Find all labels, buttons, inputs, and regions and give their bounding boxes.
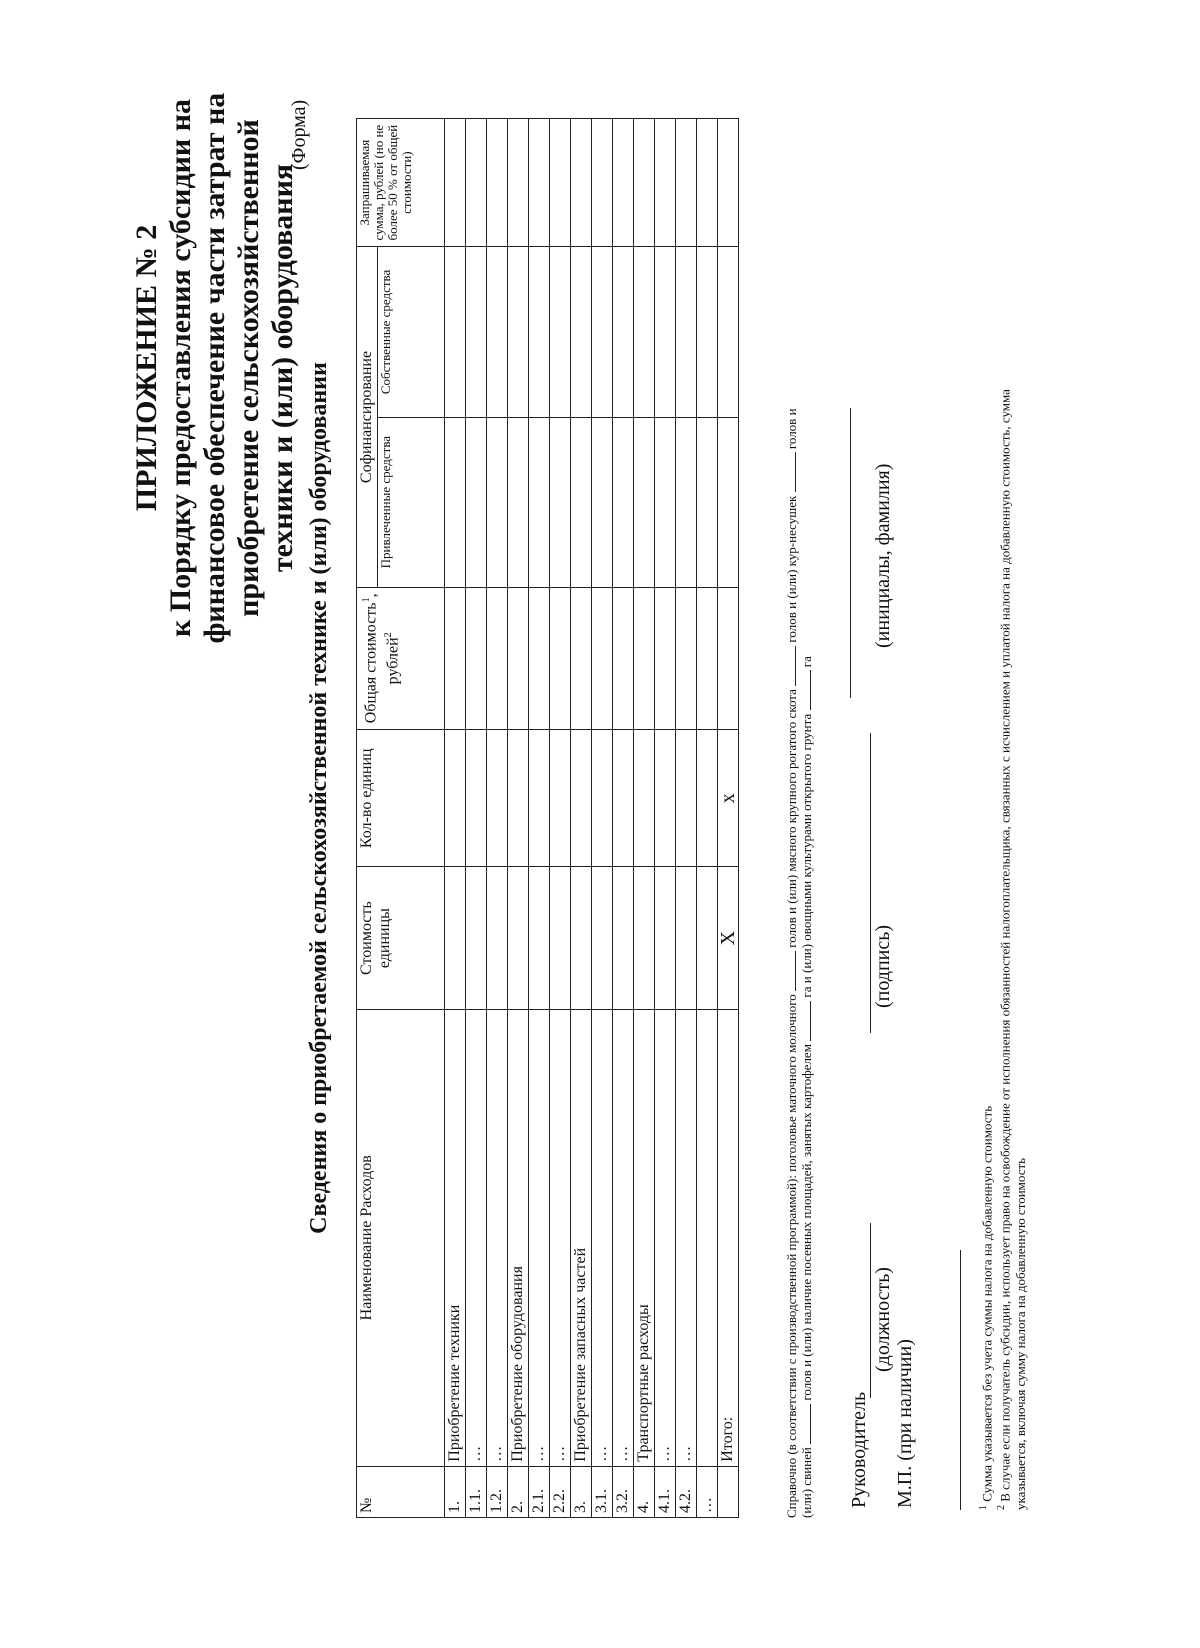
cell-attracted[interactable]	[529, 417, 550, 587]
col-total-tail: , рублей	[362, 593, 402, 685]
row-number: 3.	[571, 1466, 592, 1517]
row-number: …	[697, 1466, 718, 1517]
document-title: Сведения о приобретаемой сельскохозяйственной технике и (или) оборудовании	[306, 362, 332, 1234]
appendix-line-2: финансовое обеспечение части затрат на	[198, 92, 231, 644]
footnote-2-text-1: В случае если получатель субсидии, использует право на освобождение от исполнения обязанностей налогоплательщика, связанных с исчислением и уплатой налога на добавленную стоимость, сумма	[997, 389, 1013, 1502]
cell-own[interactable]	[508, 247, 529, 417]
row-name[interactable]: …	[466, 1009, 487, 1466]
position-line[interactable]	[870, 1223, 871, 1398]
cell-total[interactable]	[466, 587, 487, 729]
footnote-2-continuation: указывается, включая сумму налога на добавленную стоимость	[1012, 1157, 1028, 1510]
cell-attracted[interactable]	[466, 417, 487, 587]
row-name[interactable]: …	[529, 1009, 550, 1466]
footnote-ref-2: 2	[383, 632, 395, 638]
row-name[interactable]: Приобретение запасных частей	[571, 1009, 592, 1466]
total-row-number	[718, 1466, 739, 1517]
cell-requested[interactable]	[613, 119, 634, 247]
row-name[interactable]: Транспортные расходы	[634, 1009, 655, 1466]
cell-attracted[interactable]	[571, 417, 592, 587]
col-attracted-funds-header: Привлеченные средства	[378, 417, 445, 587]
name-line[interactable]	[850, 408, 851, 698]
cell-total[interactable]	[592, 587, 613, 729]
cell-own[interactable]	[592, 247, 613, 417]
reference-note-text-2a: (или) свиней	[799, 1447, 814, 1518]
cell-unit-cost[interactable]	[676, 867, 697, 1009]
blank-field-dairy[interactable]	[795, 951, 796, 991]
head-label: Руководитель	[848, 1391, 870, 1508]
blank-field-pigs[interactable]	[810, 1404, 811, 1444]
total-qty-x: x	[718, 729, 739, 867]
appendix-line-4: техники и (или) оборудования	[266, 163, 299, 573]
signature-caption: (подпись)	[872, 924, 894, 1008]
cell-qty[interactable]	[592, 729, 613, 867]
footnote-1	[976, 80, 994, 1510]
cell-own[interactable]	[571, 247, 592, 417]
cell-total[interactable]	[508, 587, 529, 729]
cell-unit-cost[interactable]	[529, 867, 550, 1009]
appendix-number: ПРИЛОЖЕНИЕ № 2	[130, 224, 163, 512]
cell-unit-cost[interactable]	[466, 867, 487, 1009]
total-unit-cost-x: X	[718, 867, 739, 1009]
table-row	[613, 119, 634, 1518]
cell-own[interactable]	[466, 247, 487, 417]
cell-unit-cost[interactable]	[571, 867, 592, 1009]
cell-total[interactable]	[697, 587, 718, 729]
footnote-1-mark: 1	[978, 1505, 989, 1510]
table-row	[676, 119, 697, 1518]
total-cell-requested[interactable]	[718, 119, 739, 247]
table-row	[697, 119, 718, 1518]
reference-note-line-2	[799, 88, 814, 1518]
cell-qty[interactable]	[676, 729, 697, 867]
col-num-header: №	[357, 1466, 445, 1517]
cell-qty[interactable]	[445, 729, 466, 867]
cell-requested[interactable]	[508, 119, 529, 247]
cell-attracted[interactable]	[508, 417, 529, 587]
cell-unit-cost[interactable]	[613, 867, 634, 1009]
cell-requested[interactable]	[445, 119, 466, 247]
table-row	[445, 119, 466, 1518]
cell-own[interactable]	[676, 247, 697, 417]
row-number: 4.2.	[676, 1466, 697, 1517]
cell-attracted[interactable]	[634, 417, 655, 587]
cell-requested[interactable]	[529, 119, 550, 247]
cell-requested[interactable]	[697, 119, 718, 247]
reference-note-text-1a: Справочно (в соответствии с производственной программой): поголовье маточного молочного	[784, 994, 799, 1518]
cell-qty[interactable]	[613, 729, 634, 867]
footnote-1-text: Сумма указывается без учета суммы налога на добавленную стоимость	[979, 1105, 995, 1502]
row-number: 2.1.	[529, 1466, 550, 1517]
cell-attracted[interactable]	[676, 417, 697, 587]
cell-unit-cost[interactable]	[655, 867, 676, 1009]
cell-attracted[interactable]	[445, 417, 466, 587]
row-number: 2.	[508, 1466, 529, 1517]
row-name[interactable]: Приобретение оборудования	[508, 1009, 529, 1466]
table-row	[655, 119, 676, 1518]
cell-total[interactable]	[445, 587, 466, 729]
table-row	[634, 119, 655, 1518]
cell-own[interactable]	[445, 247, 466, 417]
cell-qty[interactable]	[697, 729, 718, 867]
expenses-table-body	[445, 119, 739, 1518]
cell-total[interactable]	[571, 587, 592, 729]
cell-requested[interactable]	[676, 119, 697, 247]
cell-requested[interactable]	[634, 119, 655, 247]
cell-unit-cost[interactable]	[487, 867, 508, 1009]
reference-note-line-1	[784, 88, 799, 1518]
position-caption: (должность)	[872, 1267, 894, 1372]
cell-attracted[interactable]	[697, 417, 718, 587]
cell-unit-cost[interactable]	[634, 867, 655, 1009]
cell-attracted[interactable]	[592, 417, 613, 587]
reference-note-text-2b: голов и (или) наличие посевных площадей, занятых картофелем	[799, 1044, 814, 1401]
row-number: 1.1.	[466, 1466, 487, 1517]
cell-own[interactable]	[634, 247, 655, 417]
cell-attracted[interactable]	[613, 417, 634, 587]
appendix-line-3: приобретение сельскохозяйственной	[232, 119, 265, 617]
footnote-2	[994, 80, 1012, 1510]
col-requested-header: Запрашиваемая сумма, рублей (но не более 50 % от общей стоимости)	[357, 119, 445, 247]
cell-own[interactable]	[550, 247, 571, 417]
blank-field-hens[interactable]	[795, 452, 796, 492]
footnotes	[976, 80, 1028, 1510]
cell-total[interactable]	[487, 587, 508, 729]
row-number: 2.2.	[550, 1466, 571, 1517]
row-number: 1.2.	[487, 1466, 508, 1517]
cell-own[interactable]	[613, 247, 634, 417]
name-caption: (инициалы, фамилия)	[872, 463, 894, 648]
row-name[interactable]	[697, 1009, 718, 1466]
cell-requested[interactable]	[571, 119, 592, 247]
row-name[interactable]: …	[655, 1009, 676, 1466]
col-qty-header: Кол-во единиц	[357, 729, 445, 867]
reference-note-text-1c: голов и (или) кур-несушек	[784, 495, 799, 643]
col-total-text: Общая стоимость	[362, 602, 380, 724]
row-name[interactable]: Приобретение техники	[445, 1009, 466, 1466]
reference-note-text-2d: га	[799, 656, 814, 668]
total-cell-attracted[interactable]	[718, 417, 739, 587]
row-name[interactable]: …	[550, 1009, 571, 1466]
cell-own[interactable]	[529, 247, 550, 417]
table-row	[529, 119, 550, 1518]
cell-attracted[interactable]	[487, 417, 508, 587]
row-number: 1.	[445, 1466, 466, 1517]
col-unit-cost-header: Стоимость единицы	[357, 867, 445, 1009]
cell-total[interactable]	[613, 587, 634, 729]
row-name[interactable]: …	[676, 1009, 697, 1466]
cell-requested[interactable]	[487, 119, 508, 247]
col-total-header	[357, 587, 445, 729]
cell-qty[interactable]	[571, 729, 592, 867]
cell-total[interactable]	[676, 587, 697, 729]
reference-note-text-1d: голов и	[784, 408, 799, 450]
cell-requested[interactable]	[655, 119, 676, 247]
appendix-header	[130, 88, 300, 648]
cell-qty[interactable]	[634, 729, 655, 867]
cell-qty[interactable]	[487, 729, 508, 867]
table-row	[466, 119, 487, 1518]
table-row	[508, 119, 529, 1518]
blank-field-vegetables[interactable]	[810, 671, 811, 711]
cell-own[interactable]	[655, 247, 676, 417]
cell-requested[interactable]	[466, 119, 487, 247]
row-name[interactable]: …	[613, 1009, 634, 1466]
cell-unit-cost[interactable]	[445, 867, 466, 1009]
cell-attracted[interactable]	[550, 417, 571, 587]
cell-requested[interactable]	[550, 119, 571, 247]
expenses-table	[356, 118, 739, 1518]
cell-unit-cost[interactable]	[697, 867, 718, 1009]
cell-requested[interactable]	[592, 119, 613, 247]
blank-field-potato[interactable]	[810, 1001, 811, 1041]
col-name-header: Наименование Расходов	[357, 1009, 445, 1466]
cell-own[interactable]	[487, 247, 508, 417]
cell-unit-cost[interactable]	[550, 867, 571, 1009]
cell-attracted[interactable]	[655, 417, 676, 587]
row-name[interactable]: …	[592, 1009, 613, 1466]
col-own-funds-header: Собственные средства	[378, 247, 445, 417]
reference-note-text-1b: голов и (или) мясного крупного рогатого скота	[784, 689, 799, 948]
row-number: 4.	[634, 1466, 655, 1517]
table-row	[550, 119, 571, 1518]
row-name[interactable]: …	[487, 1009, 508, 1466]
blank-field-beef[interactable]	[795, 646, 796, 686]
table-row	[592, 119, 613, 1518]
table-row	[487, 119, 508, 1518]
row-number: 3.1.	[592, 1466, 613, 1517]
cell-total[interactable]	[634, 587, 655, 729]
table-row	[571, 119, 592, 1518]
cell-qty[interactable]	[550, 729, 571, 867]
row-number: 4.1.	[655, 1466, 676, 1517]
footnote-ref-1: 1	[361, 597, 372, 603]
col-cofinancing-header: Софинансирование	[357, 247, 378, 587]
form-label: (Форма)	[288, 99, 310, 170]
cell-total[interactable]	[655, 587, 676, 729]
footnote-separator	[960, 1250, 961, 1510]
total-cell-own[interactable]	[718, 247, 739, 417]
cell-total[interactable]	[550, 587, 571, 729]
signature-line[interactable]	[870, 733, 871, 1033]
total-cell-total[interactable]	[718, 587, 739, 729]
total-row	[718, 119, 739, 1518]
cell-qty[interactable]	[529, 729, 550, 867]
cell-unit-cost[interactable]	[508, 867, 529, 1009]
cell-own[interactable]	[697, 247, 718, 417]
cell-qty[interactable]	[508, 729, 529, 867]
row-number: 3.2.	[613, 1466, 634, 1517]
appendix-line-1: к Порядку предоставления субсидии на	[164, 99, 197, 637]
cell-qty[interactable]	[655, 729, 676, 867]
cell-unit-cost[interactable]	[592, 867, 613, 1009]
footnote-2-mark: 2	[996, 1505, 1008, 1510]
cell-total[interactable]	[529, 587, 550, 729]
reference-note	[784, 88, 814, 1518]
reference-note-text-2c: га и (или) овощными культурами открытого грунта	[799, 713, 814, 998]
cell-qty[interactable]	[466, 729, 487, 867]
seal-label: М.П. (при наличии)	[894, 1339, 916, 1508]
total-label: Итого:	[718, 1009, 739, 1466]
